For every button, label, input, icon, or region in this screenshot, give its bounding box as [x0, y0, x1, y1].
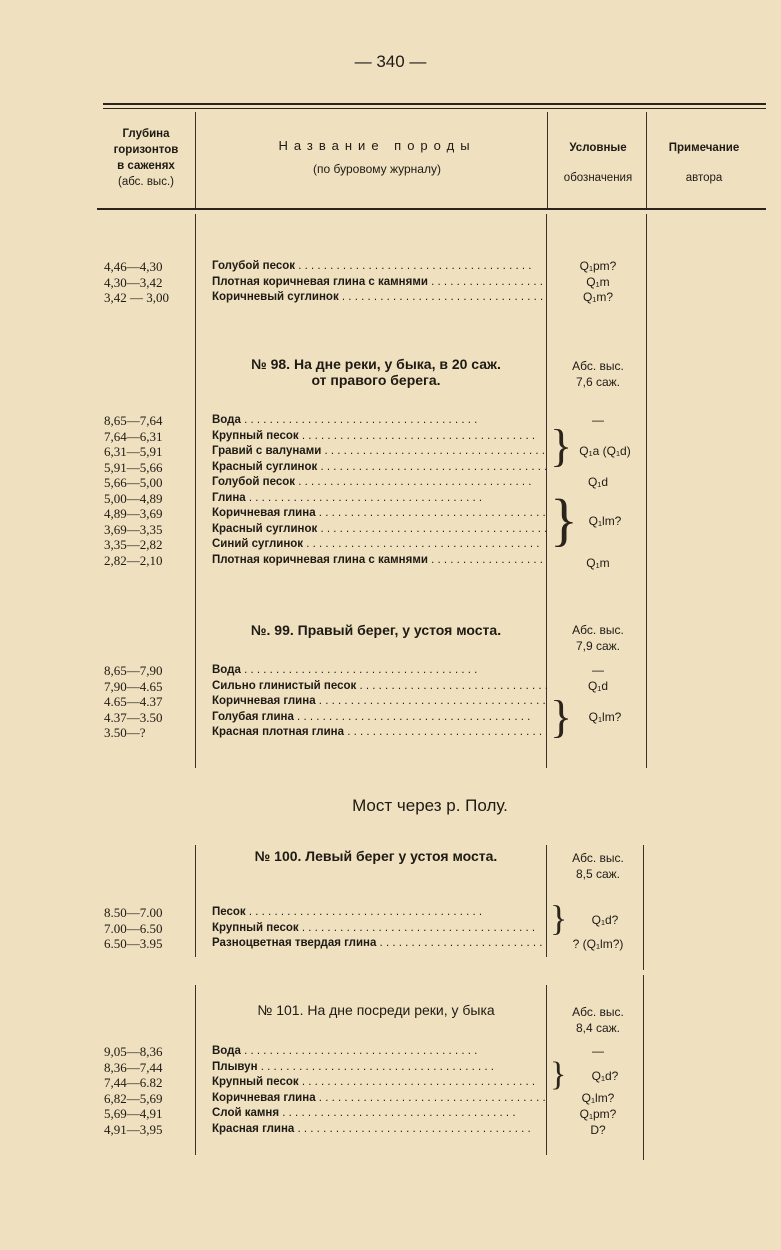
symbol: Q₁a (Q₁d) — [579, 444, 631, 458]
col-divider — [195, 112, 196, 208]
header-depth: Глубина горизонтов в саженях (абс. выс.) — [113, 128, 179, 188]
symbol: — — [592, 663, 604, 677]
rock-list: Голубой песок . . . Плотная коричневая глина с камнями . . . Коричневый суглинок . . . — [212, 259, 547, 306]
brace: } — [550, 1056, 567, 1093]
symbol: Q₁lm? — [588, 710, 622, 724]
symbol: ? (Q₁lm?) — [572, 937, 624, 951]
page-number: — 340 — — [354, 52, 427, 71]
brace: } — [550, 420, 573, 471]
symbol: D? — [590, 1123, 606, 1137]
top-rule — [103, 103, 766, 105]
col-divider — [195, 214, 196, 768]
symbol: — — [592, 1044, 604, 1058]
abs-height-101: Абс. выс. 8,4 саж. — [572, 1005, 624, 1035]
symbol: Q₁pm? — [579, 1107, 617, 1121]
header-rock-name: Название породы — [278, 138, 476, 153]
brace: } — [550, 898, 568, 938]
header-note: Примечание автора — [668, 142, 740, 184]
depth-list: 4,46—4,30 4,30—3,42 3,42 — 3,00 — [104, 259, 169, 305]
col-divider — [195, 985, 196, 1155]
symbol: Q₁d — [587, 475, 609, 489]
depth-list: 9,05—8,36 8,36—7,44 7,44—6.82 6,82—5,69 5,69—4,91 4,91—3,95 — [104, 1044, 163, 1137]
symbol: Q₁m — [586, 556, 610, 570]
depth-list: 8.50—7.00 7.00—6.50 6.50—3.95 — [104, 905, 163, 951]
rock-list: Песок . . . Крупный песок . . . Разноцветная твердая глина . . . — [212, 905, 547, 952]
abs-height-98: Абс. выс. 7,6 саж. — [572, 359, 624, 389]
col-divider — [195, 845, 196, 957]
depth-list: 8,65—7,90 7,90—4.65 4.65—4.37 4.37—3.50 3.50—? — [104, 663, 163, 740]
abs-height-99: Абс. выс. 7,9 саж. — [572, 623, 624, 653]
depth-list: 8,65—7,64 7,64—6,31 6,31—5,91 5,91—5,66 5,66—5,00 5,00—4,89 4,89—3,69 3,69—3,35 3,35—2,82 2,82—2,10 — [104, 413, 163, 568]
bridge-title: Мост через р. Полу. — [352, 796, 508, 815]
section-title-101: № 101. На дне посреди реки, у быка — [257, 1002, 495, 1018]
header-rock-source: (по буровому журналу) — [313, 162, 441, 176]
rock-list: Вода . . . Сильно глинистый песок . . . Коричневая глина . . . Голубая глина . . . Красная плотная глина . . . — [212, 663, 547, 741]
section-title-98: № 98. На дне реки, у быка, в 20 саж. от правого берега. — [251, 356, 501, 388]
section-title-100: № 100. Левый берег у устоя моста. — [254, 848, 498, 864]
header-bottom-rule — [97, 208, 766, 210]
abs-height-100: Абс. выс. 8,5 саж. — [572, 851, 624, 881]
rock-list: Вода . . . Плывун . . . Крупный песок . . . Коричневая глина . . . Слой камня . . . Красная глина . . . — [212, 1044, 547, 1137]
symbol: Q₁d? — [591, 1069, 619, 1083]
symbol: — — [592, 413, 604, 427]
section-title-99: №. 99. Правый берег, у устоя моста. — [250, 622, 502, 638]
brace: } — [550, 487, 578, 552]
symbol: Q₁d? — [591, 913, 619, 927]
col-divider — [547, 112, 548, 208]
top-rule-thin — [103, 108, 766, 109]
symbol: Q₁d — [587, 679, 609, 693]
rock-list: Вода . . . Крупный песок . . . Гравий с валунами . . . Красный суглинок . . . Голубой песок . . . Глина . . . Коричневая глина . . . Красный суглинок . . . Синий суглинок . . . Плотная коричневая глина с камнями . . . — [212, 413, 547, 568]
brace: } — [550, 691, 573, 742]
header-symbols: Условные обозначения — [563, 142, 633, 184]
symbol: Q₁pm? Q₁m Q₁m? — [579, 259, 617, 304]
symbol: Q₁lm? — [581, 1091, 615, 1105]
symbol: Q₁lm? — [588, 514, 622, 528]
